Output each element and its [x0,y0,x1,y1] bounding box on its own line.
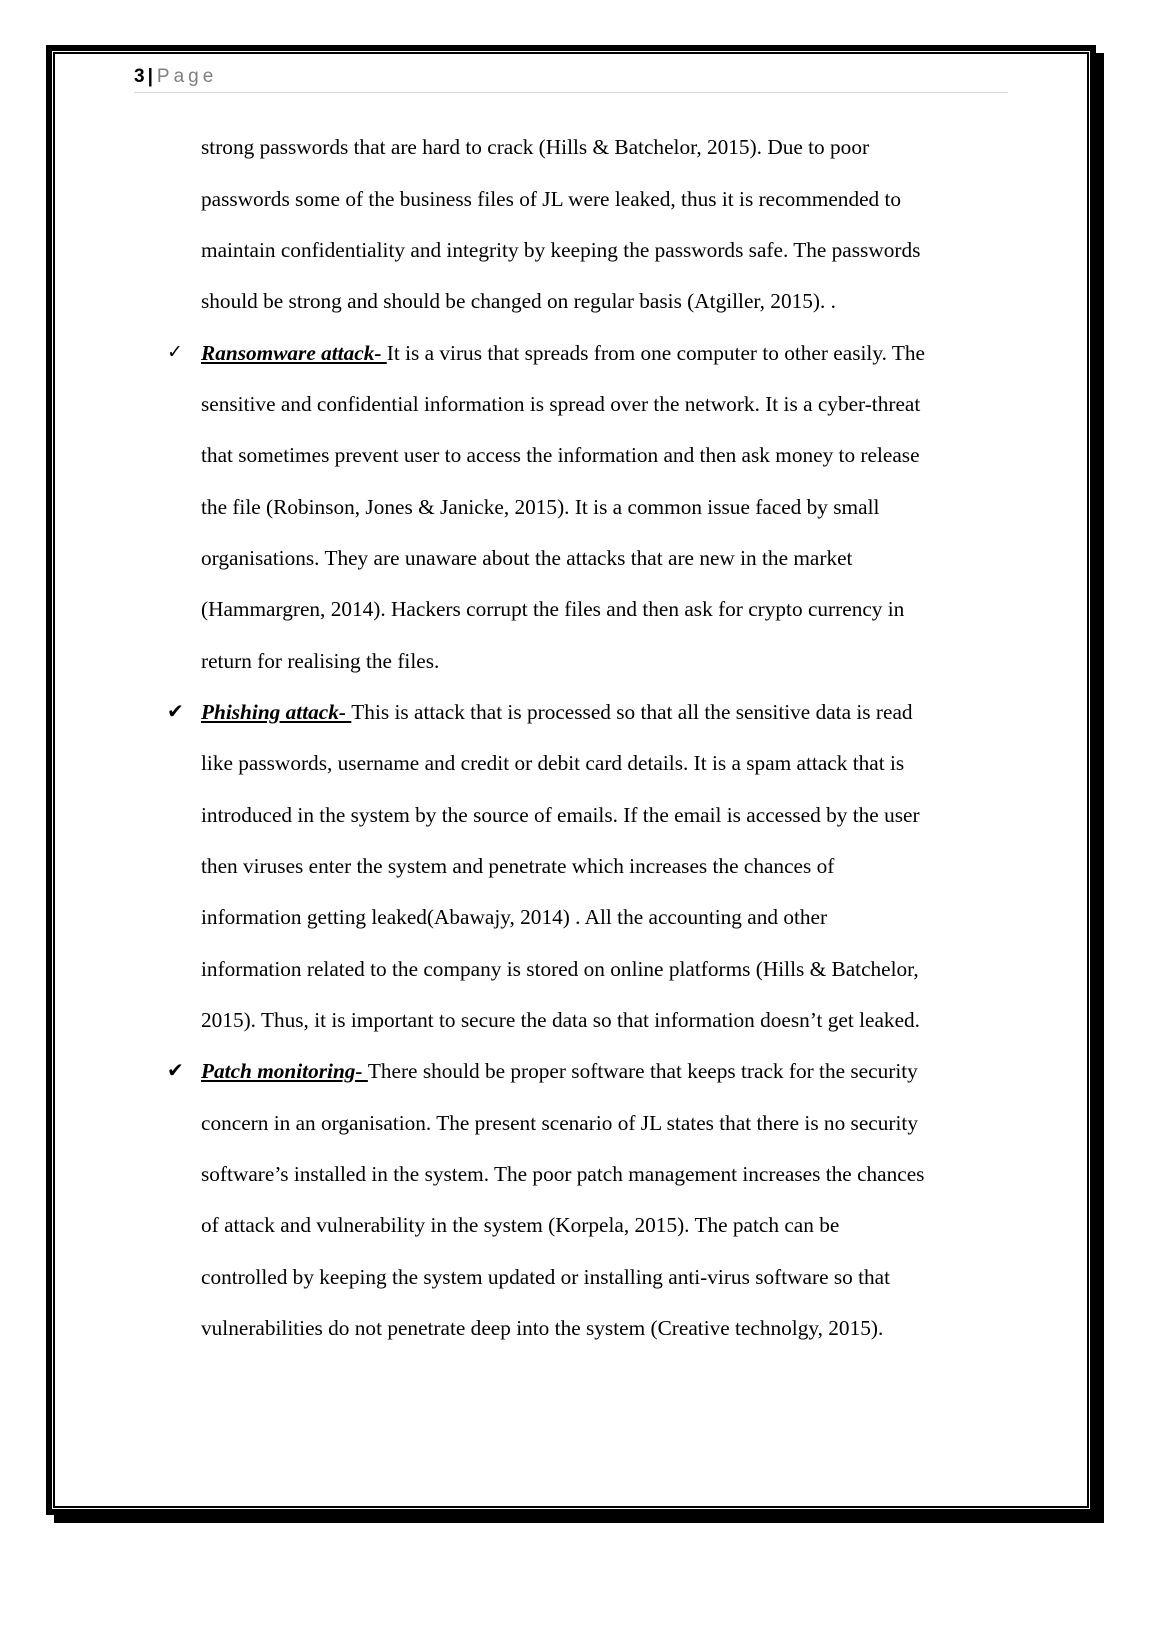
body-line: vulnerabilities do not penetrate deep into the system (Creative technolgy, 2015). [201,1316,884,1340]
page-number: 3 [134,66,145,87]
body-line: introduced in the system by the source of emails. If the email is accessed by the user [201,803,920,827]
body-line: information related to the company is stored on online platforms (Hills & Batchelor, [201,957,919,981]
body-line: software’s installed in the system. The poor patch management increases the chances [201,1162,925,1186]
body-line: 2015). Thus, it is important to secure the data so that information doesn’t get leaked. [201,1008,921,1032]
list-item-ransomware [201,340,925,366]
list-item-patch-monitoring [201,1058,918,1084]
body-line: of attack and vulnerability in the system (Korpela, 2015). The patch can be [201,1213,840,1237]
header-rule [134,92,1008,93]
check-mark-icon: ✓ [167,341,183,363]
body-text: This is attack that is processed so that all the sensitive data is read [351,700,913,724]
body-line: sensitive and confidential information is spread over the network. It is a cyber-threat [201,392,921,416]
body-text: It is a virus that spreads from one computer to other easily. The [386,341,925,365]
term-ransomware-attack: Ransomware attack- [201,341,387,365]
body-line: organisations. They are unaware about the attacks that are new in the market [201,546,853,570]
body-line: information getting leaked(Abawajy, 2014) . All the accounting and other [201,905,828,929]
body-text: There should be proper software that keeps track for the security [367,1059,918,1083]
body-line: that sometimes prevent user to access the information and then ask money to release [201,443,920,467]
body-line: (Hammargren, 2014). Hackers corrupt the files and then ask for crypto currency in [201,597,905,621]
body-line: concern in an organisation. The present scenario of JL states that there is no security [201,1111,918,1135]
body-line: then viruses enter the system and penetrate which increases the chances of [201,854,835,878]
page-label: Page [156,66,218,87]
term-phishing-attack: Phishing attack- [201,700,352,724]
term-patch-monitoring: Patch monitoring- [201,1059,368,1083]
body-line: like passwords, username and credit or debit card details. It is a spam attack that is [201,751,905,775]
body-line: maintain confidentiality and integrity by keeping the passwords safe. The passwords [201,238,921,262]
page-header [134,66,217,88]
body-line: the file (Robinson, Jones & Janicke, 2015). It is a common issue faced by small [201,495,880,519]
body-line: return for realising the files. [201,649,440,673]
body-line: strong passwords that are hard to crack (Hills & Batchelor, 2015). Due to poor [201,135,870,159]
heavy-check-mark-icon: ✔ [167,699,184,723]
list-item-phishing [201,699,913,725]
body-line: should be strong and should be changed on regular basis (Atgiller, 2015). . [201,289,836,313]
body-line: controlled by keeping the system updated or installing anti-virus software so that [201,1265,891,1289]
body-line: passwords some of the business files of JL were leaked, thus it is recommended to [201,187,902,211]
heavy-check-mark-icon: ✔ [167,1058,184,1082]
header-separator: | [147,66,153,87]
